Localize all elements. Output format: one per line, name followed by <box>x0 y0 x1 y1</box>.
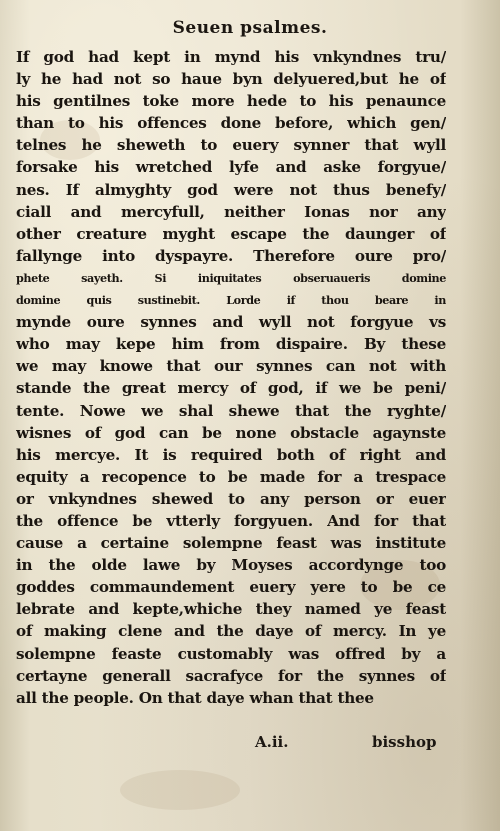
text-line: stande the great mercy of god, if we be peni/ <box>16 379 446 398</box>
text-line: than to his offences done before, which gen/ <box>16 114 446 133</box>
text-line: lebrate and kepte,whiche they named ye feast <box>16 600 446 619</box>
signature-mark: A.ii. <box>255 733 289 751</box>
text-line: ly he had not so haue byn delyuered,but he of <box>16 70 446 89</box>
text-line: forsake his wretched lyfe and aske forgyue/ <box>16 158 446 177</box>
text-line: equity a recopence to be made for a trespace <box>16 467 446 486</box>
text-line: other creature myght escape the daunger of <box>16 224 446 243</box>
text-line: If god had kept in mynd his vnkyndnes tru/ <box>16 48 446 66</box>
text-line: tente. Nowe we shal shewe that the ryghte/ <box>16 401 446 420</box>
text-line: certayne generall sacrafyce for the synnes of <box>16 666 446 685</box>
text-line: who may kepe him from dispaire. By these <box>16 335 446 354</box>
body-text <box>16 46 446 709</box>
text-line: cause a certaine solempne feast was institute <box>16 534 446 553</box>
catchword: bisshop <box>372 733 437 751</box>
running-head: Seuen psalmes. <box>172 18 328 38</box>
text-line: fallynge into dyspayre. Therefore oure pro/ <box>16 246 446 265</box>
text-line: or vnkyndnes shewed to any person or euer <box>16 489 446 508</box>
text-line: all the people. On that daye whan that thee <box>16 688 374 707</box>
paper-stain <box>120 770 240 810</box>
latin-quotation-line: phete sayeth. Si iniquitates obseruaueris domine <box>16 270 446 285</box>
text-line: goddes commaundement euery yere to be ce <box>16 578 446 597</box>
text-line: we may knowe that our synnes can not with <box>16 357 446 376</box>
text-line: the offence be vtterly forgyuen. And for that <box>16 511 446 530</box>
text-line: his gentilnes toke more hede to his penaunce <box>16 92 446 111</box>
text-line: solempne feaste customably was offred by a <box>16 644 446 663</box>
text-line: mynde oure synnes and wyll not forgyue vs <box>16 313 446 332</box>
text-line: of making clene and the daye of mercy. In ye <box>16 622 446 641</box>
text-line: wisnes of god can be none obstacle agaynste <box>16 423 446 442</box>
text-line: nes. If almyghty god were not thus benefy/ <box>16 180 446 199</box>
text-line: in the olde lawe by Moyses accordynge too <box>16 556 446 575</box>
text-line: ciall and mercyfull, neither Ionas nor any <box>16 202 446 221</box>
text-line: his mercye. It is required both of right and <box>16 445 446 464</box>
text-line: telnes he sheweth to euery synner that wyll <box>16 136 446 155</box>
latin-quotation-line: domine quis sustinebit. Lorde if thou beare in <box>16 293 446 308</box>
